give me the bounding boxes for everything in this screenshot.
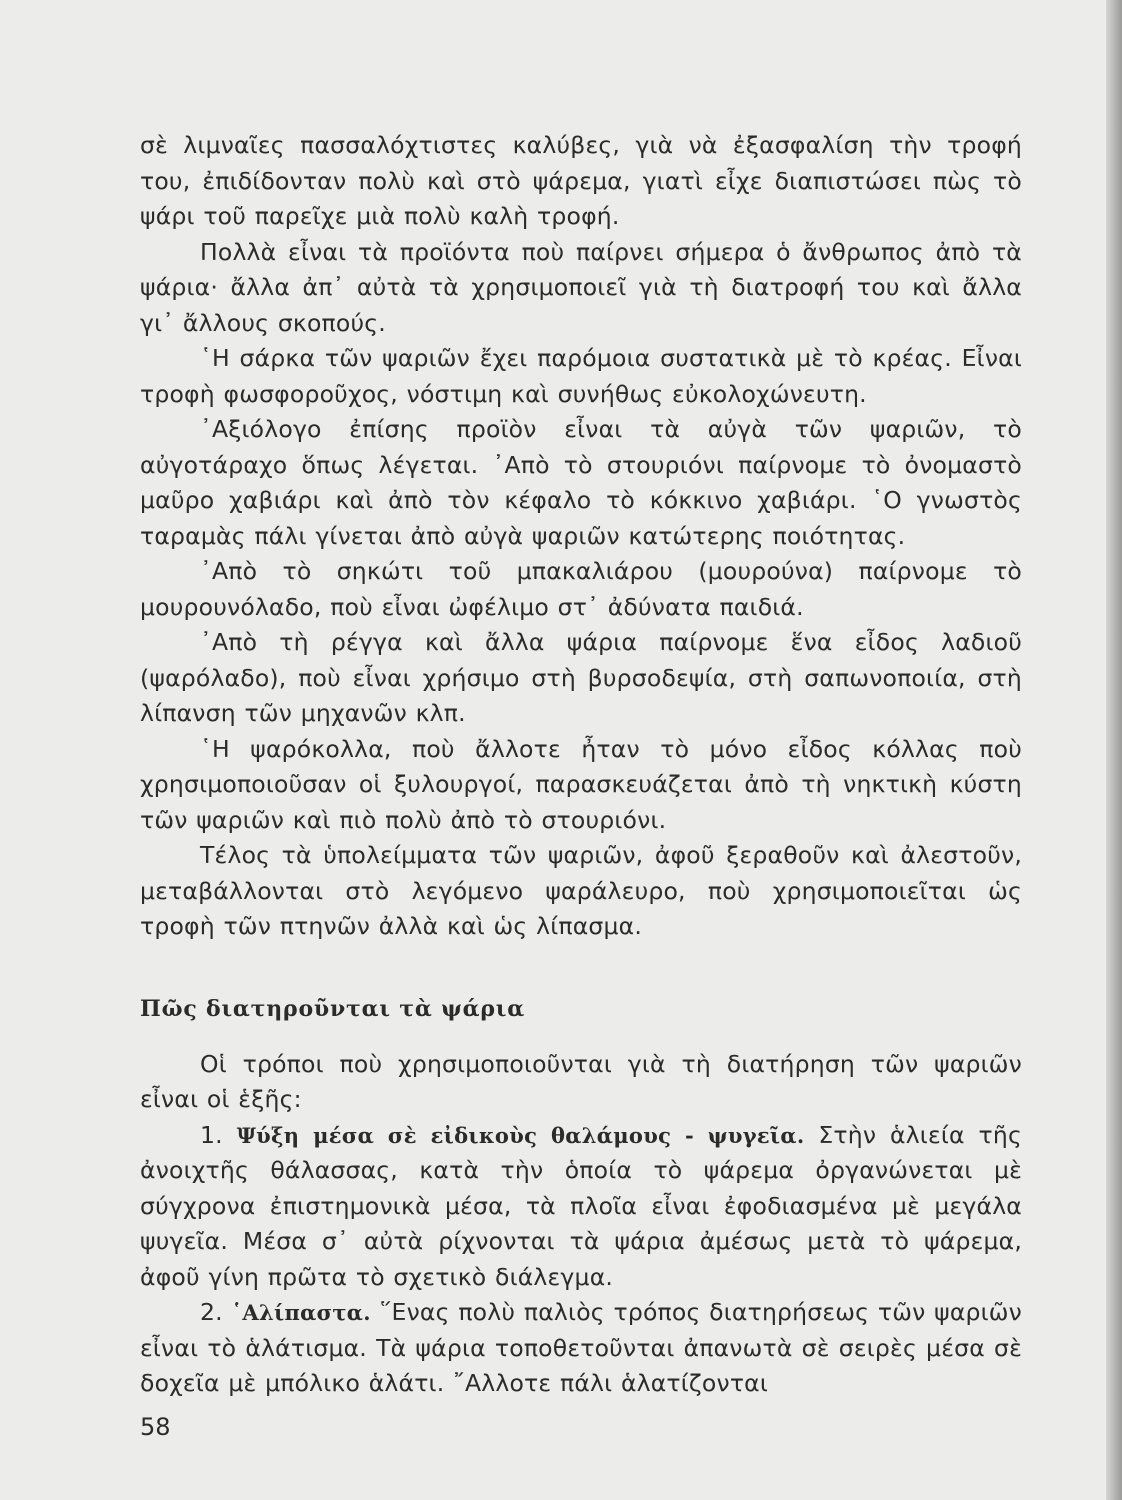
- section-intro: Οἱ τρόποι ποὺ χρησιμοποιοῦνται γιὰ τὴ διατήρηση τῶν ψαριῶν εἶναι οἱ ἑξῆς:: [140, 1049, 1022, 1113]
- paragraph-fish-glue: ῾Η ψαρόκολλα, ποὺ ἄλλοτε ἦταν τὸ μόνο εἶδος κόλλας ποὺ χρησιμοποιοῦσαν οἱ ξυλουργοί, παρασκευάζεται ἀπὸ τὴ νηκτικὴ κύστη τῶν ψαριῶν καὶ πιὸ πολὺ ἀπὸ τὸ στουριόνι.: [140, 734, 1022, 834]
- method-term: Ψύξη μέσα σὲ εἰδικοὺς θαλάμους - ψυγεῖα.: [236, 1122, 805, 1148]
- method-text: Στὴν ἁλιεία τῆς ἀνοιχτῆς θάλασσας, κατὰ τὴν ὁποία τὸ ψάρεμα ὀργανώνεται μὲ σύγχρονα ἐπιστημονικὰ μέσα, τὰ πλοῖα εἶναι ἐφοδιασμένα μὲ μεγάλα ψυγεῖα. Μέσα σ᾿ αὐτὰ ρίχνονται τὰ ψάρια ἀμέσως μετὰ τὸ ψάρεμα, ἀφοῦ γίνη πρῶτα τὸ σχετικὸ διάλεγμα.: [140, 1120, 1022, 1291]
- page-number: 58: [140, 1413, 171, 1441]
- method-number: 2.: [200, 1298, 223, 1326]
- method-number: 1.: [200, 1120, 223, 1149]
- section-heading: Πῶς διατηροῦνται τὰ ψάρια: [140, 995, 525, 1022]
- paragraph-fish-roe: ᾿Αξιόλογο ἐπίσης προϊὸν εἶναι τὰ αὐγὰ τῶν ψαριῶν, τὸ αὐγοτάραχο ὅπως λέγεται. ᾿Απὸ τὸ στουριόνι παίρνομε τὸ ὀνομαστὸ μαῦρο χαβιάρι καὶ ἀπὸ τὸν κέφαλο τὸ κόκκινο χαβιάρι. ῾Ο γνωστὸς ταραμὰς πάλι γίνεται ἀπὸ αὐγὰ ψαριῶν κατώτερης ποιότητας.: [140, 415, 1022, 550]
- page-text-block: [140, 128, 1022, 1402]
- page-edge-shadow: [1106, 0, 1122, 1500]
- method-text: ῞Ενας πολὺ παλιὸς τρόπος διατηρήσεως τῶν ψαριῶν εἶναι τὸ ἁλάτισμα. Τὰ ψάρια τοποθετοῦνται ἀπανωτὰ σὲ σειρὲς μέσα σὲ δοχεῖα μὲ μπόλικο ἁλάτι. ῎Αλλοτε πάλι ἁλατίζονται: [140, 1298, 1022, 1397]
- method-term: ῾Αλίπαστα.: [231, 1300, 371, 1325]
- method-item-refrigeration: [140, 1118, 1022, 1296]
- paragraph-fish-flesh: ῾Η σάρκα τῶν ψαριῶν ἔχει παρόμοια συστατικὰ μὲ τὸ κρέας. Εἶναι τροφὴ φωσφοροῦχος, νόστιμη καὶ συνήθως εὐκολοχώνευτη.: [140, 344, 1022, 408]
- paragraph-fish-meal: Τέλος τὰ ὑπολείμματα τῶν ψαριῶν, ἀφοῦ ξεραθοῦν καὶ ἀλεστοῦν, μεταβάλλονται στὸ λεγόμενο ψαράλευρο, ποὺ χρησιμοποιεῖται ὡς τροφὴ τῶν πτηνῶν ἀλλὰ καὶ ὡς λίπασμα.: [140, 841, 1022, 940]
- paragraph-fish-oil: ᾿Απὸ τὴ ρέγγα καὶ ἄλλα ψάρια παίρνομε ἕνα εἶδος λαδιοῦ (ψαρόλαδο), ποὺ εἶναι χρήσιμο στὴ βυρσοδεψία, στὴ σαπωνοποιία, στὴ λίπανση τῶν μηχανῶν κλπ.: [140, 628, 1022, 727]
- method-item-salting: [140, 1295, 1022, 1402]
- paragraph-continuation: σὲ λιμναῖες πασσαλόχτιστες καλύβες, γιὰ νὰ ἐξασφαλίση τὴν τροφή του, ἐπιδίδονταν πολὺ καὶ στὸ ψάρεμα, γιατὶ εἶχε διαπιστώσει πὼς τὸ ψάρι τοῦ παρεῖχε μιὰ πολὺ καλὴ τροφή.: [140, 131, 1022, 230]
- paragraph-fish-products: Πολλὰ εἶναι τὰ προϊόντα ποὺ παίρνει σήμερα ὁ ἄνθρωπος ἀπὸ τὰ ψάρια· ἄλλα ἀπ᾿ αὐτὰ τὰ χρησιμοποιεῖ γιὰ τὴ διατροφή του καὶ ἄλλα γι᾿ ἄλλους σκοπούς.: [140, 237, 1022, 337]
- paragraph-cod-liver-oil: ᾿Απὸ τὸ σηκώτι τοῦ μπακαλιάρου (μουρούνα) παίρνομε τὸ μουρουνόλαδο, ποὺ εἶναι ὠφέλιμο στ᾿ ἀδύνατα παιδιά.: [140, 557, 1022, 621]
